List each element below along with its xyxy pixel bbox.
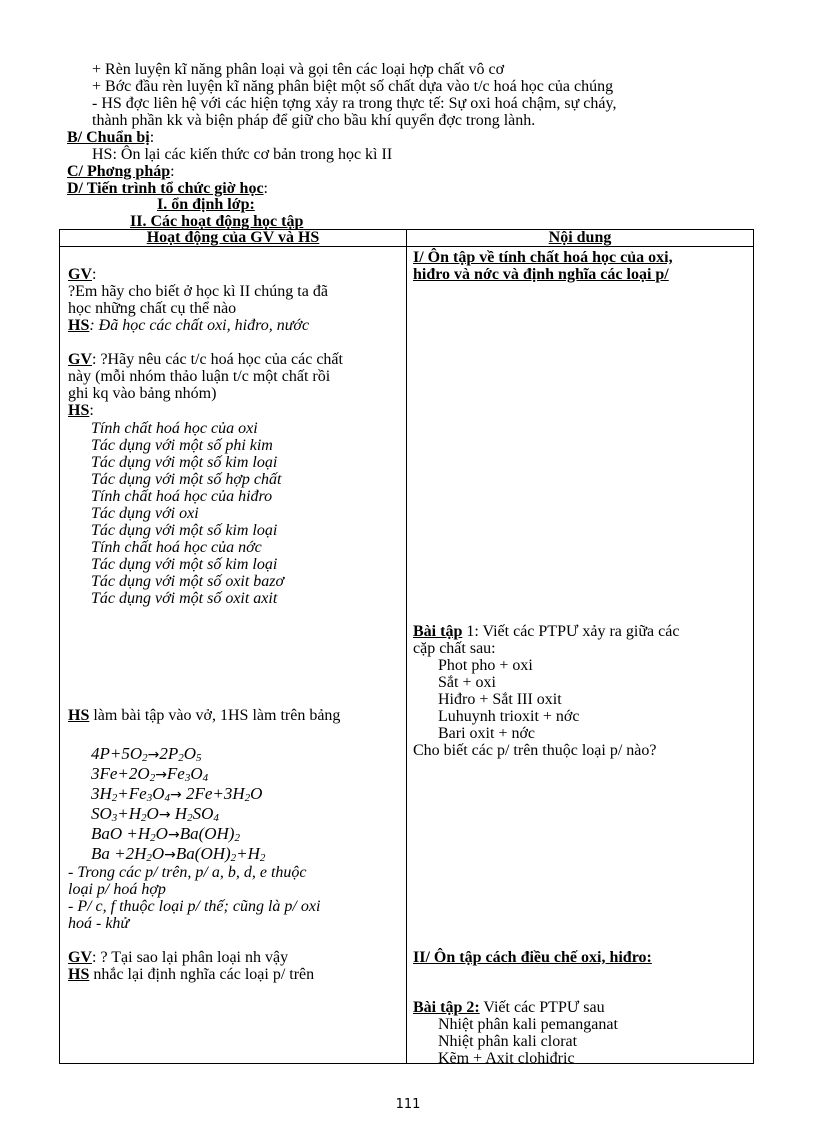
gv2-label: GV xyxy=(68,351,92,368)
arrow-icon: → xyxy=(147,747,160,763)
exercise-2-text: Viết các PTPƯ sau xyxy=(479,999,605,1016)
equation-1: $4P+5O_2\to 2P_2O_5$ xyxy=(91,744,202,764)
objective-line-3: - HS đợc liên hệ với các hiện tợng xảy ra trong thực tế: Sự oxi hoá chậm, sự cháy, xyxy=(92,95,617,112)
hs4-label: HS xyxy=(68,966,90,983)
equation-6: $Ba +2H_2O\to Ba(OH)_2+H_2$ xyxy=(91,844,266,864)
hs2-colon: : xyxy=(89,402,94,419)
conclusion-1-line-1: - Trong các p/ trên, p/ a, b, d, e thuộc xyxy=(68,864,307,881)
property-item: Tác dụng với một số kim loại xyxy=(91,454,278,471)
hs4-text: nhắc lại định nghĩa các loại p/ trên xyxy=(89,966,315,983)
section-b-colon: : xyxy=(149,129,155,146)
gv2-line-1: : ?Hãy nêu các t/c hoá học của các chất xyxy=(92,351,343,368)
exercise-1-item: Bari oxit + nớc xyxy=(438,725,536,742)
page-number: 111 xyxy=(395,1097,421,1112)
arrow-icon: → xyxy=(167,827,180,843)
hs3-text: làm bài tập vào vở, 1HS làm trên bảng xyxy=(89,707,341,724)
section-b-content: HS: Ôn lại các kiến thức cơ bản trong học kì II xyxy=(92,146,393,163)
property-item: Tính chất hoá học của nớc xyxy=(91,539,262,556)
section-1-line-2: hiđro và nớc và định nghĩa các loại p/ xyxy=(413,266,669,283)
subsection-i: I. ổn định lớp: xyxy=(157,196,255,213)
exercise-2-item: Nhiệt phân kali clorat xyxy=(438,1033,578,1050)
exercise-1-item: Phot pho + oxi xyxy=(438,657,533,674)
equation-5: BaO $+H_2O\to Ba(OH)_2$ xyxy=(91,824,240,844)
hs3-label: HS xyxy=(68,707,90,724)
hs1-answer: : Đã học các chất oxi, hiđro, nước xyxy=(89,317,310,334)
equation-2: $3Fe+2O_2\to Fe_3O_4$ xyxy=(91,764,209,784)
arrow-icon: → xyxy=(164,847,176,863)
section-c-title: C/ Phơng pháp xyxy=(67,163,171,180)
col1-header: Hoạt động của GV và HS xyxy=(60,230,407,247)
gv1-question-1: ?Em hãy cho biết ở học kì II chúng ta đã xyxy=(68,283,328,300)
gv2-line-3: ghi kq vào bảng nhóm) xyxy=(68,385,217,402)
exercise-1-item: Sắt + oxi xyxy=(438,674,496,691)
activity-table xyxy=(59,229,754,1064)
subsection-ii: II. Các hoạt động học tập xyxy=(130,213,304,230)
conclusion-2-line-1: - P/ c, f thuộc loại p/ thế; cũng là p/ oxi xyxy=(68,898,321,915)
gv3-label: GV xyxy=(68,949,92,966)
equation-4: $SO_3+H_2O\to H_2SO_4$ xyxy=(91,804,219,824)
conclusion-1-line-2: loại p/ hoá hợp xyxy=(68,881,166,898)
exercise-1-item: Hiđro + Sắt III oxit xyxy=(438,691,562,708)
section-d xyxy=(67,180,268,197)
section-c-colon: : xyxy=(170,163,175,180)
conclusion-2-line-2: hoá - khử xyxy=(68,915,130,932)
arrow-icon: → xyxy=(155,767,167,783)
exercise-2-label: Bài tập 2: xyxy=(413,999,480,1016)
objective-line-2: + Bớc đầu rèn luyện kĩ năng phân biệt một số chất dựa vào t/c hoá học của chúng xyxy=(92,78,614,95)
right-cell xyxy=(407,247,754,1064)
section-b xyxy=(67,129,154,146)
gv3-text: : ? Tại sao lại phân loại nh vậy xyxy=(92,949,289,966)
exercise-2-item: Nhiệt phân kali pemanganat xyxy=(438,1016,618,1033)
exercise-1-text-2: cặp chất sau: xyxy=(413,640,496,657)
section-c xyxy=(67,163,175,180)
property-item: Tác dụng với oxi xyxy=(91,505,199,522)
exercise-1-label: Bài tập xyxy=(413,623,463,640)
gv1-label: GV xyxy=(68,266,92,283)
property-item: Tác dụng với một số kim loại xyxy=(91,556,278,573)
col2-header: Nội dung xyxy=(407,230,754,247)
exercise-1-question: Cho biết các p/ trên thuộc loại p/ nào? xyxy=(413,742,657,759)
property-item: Tác dụng với một số oxit bazơ xyxy=(91,573,285,590)
objective-line-4: thành phần kk và biện pháp để giữ cho bầu khí quyển đợc trong lành. xyxy=(92,112,536,129)
objective-line-1: + Rèn luyện kĩ năng phân loại và gọi tên các loại hợp chất vô cơ xyxy=(92,61,505,78)
gv2-line-2: này (mỗi nhóm thảo luận t/c một chất rồi xyxy=(68,368,331,385)
property-item: Tính chất hoá học của hiđro xyxy=(91,488,273,505)
section-d-title: D/ Tiến trình tổ chức giờ học xyxy=(67,180,264,197)
property-item: Tác dụng với một số oxit axit xyxy=(91,590,278,607)
left-cell xyxy=(60,247,407,1064)
section-d-colon: : xyxy=(263,180,268,197)
section-2-title: II/ Ôn tập cách điều chế oxi, hiđro: xyxy=(413,949,652,966)
equation-3: $3H_2+Fe_3O_4\to 2Fe+3H_2O$ xyxy=(91,784,263,804)
exercise-1-text: 1: Viết các PTPƯ xảy ra giữa các xyxy=(462,623,680,640)
hs2-label: HS xyxy=(68,402,90,419)
exercise-1-item: Luhuynh trioxit + nớc xyxy=(438,708,580,725)
gv1-question-2: học những chất cụ thể nào xyxy=(68,300,237,317)
hs1-label: HS xyxy=(68,317,90,334)
section-1-line-1: I/ Ôn tập về tính chất hoá học của oxi, xyxy=(413,249,673,266)
arrow-icon: → xyxy=(158,807,171,823)
arrow-icon: → xyxy=(169,787,182,803)
property-item: Tác dụng với một số phi kim xyxy=(91,437,273,454)
property-item: Tính chất hoá học của oxi xyxy=(91,420,258,437)
exercise-2-item: Kẽm + Axit clohiđric xyxy=(438,1050,575,1063)
gv1-colon: : xyxy=(92,266,97,283)
property-item: Tác dụng với một số hợp chất xyxy=(91,471,282,488)
section-b-title: B/ Chuẩn bị xyxy=(67,129,150,146)
property-item: Tác dụng với một số kim loại xyxy=(91,522,278,539)
